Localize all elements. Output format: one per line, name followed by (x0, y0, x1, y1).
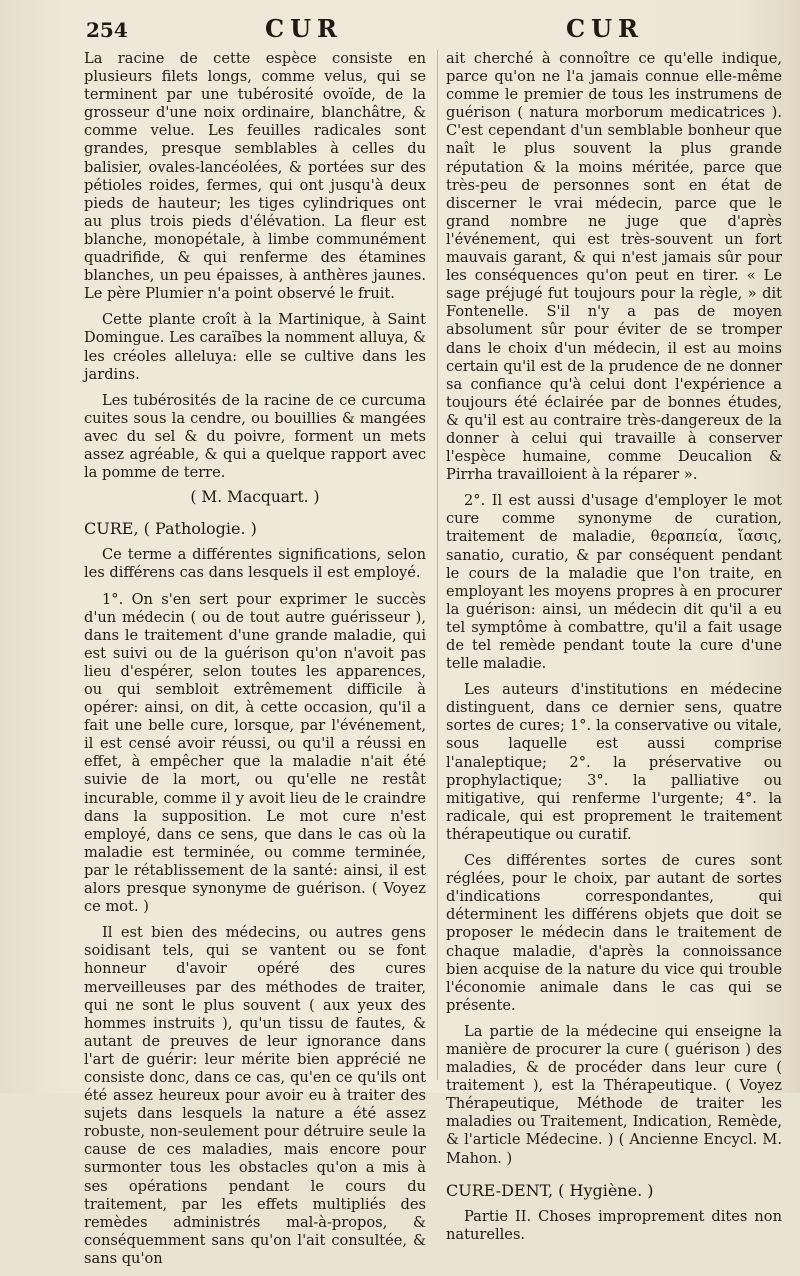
paragraph: Ces différentes sortes de cures sont réglées, pour le choix, par autant de sortes d'indications correspondantes, qui déterminent les différens objets que doit se proposer le médecin dans le traitement de chaque maladie, d'après la connoissance bien acquise de la nature du vice qui trouble l'économie animale dans le cas qui se présente. (446, 852, 782, 1014)
paragraph: La racine de cette espèce consiste en plusieurs filets longs, comme velus, qui se terminent par une tubérosité ovoïde, de la grosseur d'une noix ordinaire, blanchâtre, & comme velue. Les feuilles radicales sont grandes, presque semblables à celles du balisier, ovales-lancéolées, & portées sur des pétioles roides, fermes, qui ont jusqu'à deux pieds de hauteur; les tiges cylindriques ont au plus trois pieds d'élévation. La fleur est blanche, monopétale, à limbe communément quadrifide, & qui renferme des étamines blanches, un peu épaisses, à anthères jaunes. Le père Plumier n'a point observé le fruit. (84, 50, 426, 303)
paragraph: 1°. On s'en sert pour exprimer le succès d'un médecin ( ou de tout autre guérisseur ), dans le traitement d'une grande maladie, qui est suivi ou de la guérison qu'on n'avoit pas lieu d'espérer, selon toutes les apparences, ou qui sembloit extrêmement difficile à opérer: ainsi, on dit, à cette occasion, qu'il a fait une belle cure, lorsque, par l'événement, il est censé avoir réussi, ou qu'il a réussi en effet, à empêcher que la maladie n'ait été suivie de la mort, ou qu'elle ne restât incurable, comme il y avoit lieu de le craindre dans la supposition. Le mot cure n'est employé, dans ce sens, que dans le cas où la maladie est terminée, ou comme terminée, par le rétablissement de la santé: ainsi, il est alors presque synonyme de guérison. ( Voyez ce mot. ) (84, 590, 426, 916)
page-number: 254 (86, 18, 128, 42)
article-heading: CURE, ( Pathologie. ) (84, 519, 257, 539)
article-heading: CURE-DENT, ( Hygiène. ) (446, 1180, 654, 1200)
paragraph: Ce terme a différentes significations, selon les différens cas dans lesquels il est employé. (84, 546, 426, 582)
paragraph: 2°. Il est aussi d'usage d'employer le mot cure comme synonyme de curation, traitement de maladie, θεραπεία, ἴασις, sanatio, curatio, & par conséquent pendant le cours de la maladie que l'on traite, en employant les moyens propres à en procurer la guérison: ainsi, un médecin dit qu'il a eu tel symptôme à combattre, qu'il a fait usage de tel remède pendant toute la cure d'une telle maladie. (446, 492, 782, 673)
header-word-right: CUR (566, 14, 644, 43)
paragraph: Les tubérosités de la racine de ce curcuma cuites sous la cendre, ou bouillies & mangées avec du sel & du poivre, forment un mets assez agréable, & qui a quelque rapport avec la pomme de terre. (84, 391, 426, 482)
paragraph: Les auteurs d'institutions en médecine distinguent, dans ce dernier sens, quatre sortes de cures; 1°. la conservative ou vitale, sous laquelle est aussi comprise l'analeptique; 2°. la préservative ou prophylactique; 3°. la palliative ou mitigative, qui renferme l'urgente; 4°. la radicale, qui est proprement le traitement thérapeutique ou curatif. (446, 681, 782, 843)
column-divider (437, 50, 438, 1080)
author-signature: ( M. Macquart. ) (190, 488, 320, 507)
left-column (84, 50, 426, 1276)
paragraph: Cette plante croît à la Martinique, à Saint Domingue. Les caraïbes la nomment alluya, & les créoles alleluya: elle se cultive dans les jardins. (84, 311, 426, 383)
paragraph: La partie de la médecine qui enseigne la manière de procurer la cure ( guérison ) des maladies, & de procéder dans leur cure ( traitement ), est la Thérapeutique. ( Voyez Thérapeutique, Méthode de traiter les maladies ou Traitement, Indication, Remède, & l'article Médecine. ) ( Ancienne Encycl. M. Mahon. ) (446, 1022, 782, 1167)
paragraph: Il est bien des médecins, ou autres gens soidisant tels, qui se vantent ou se font honneur d'avoir opéré des cures merveilleuses par des méthodes de traiter, qui ne sont le plus souvent ( aux yeux des hommes instruits ), qu'un tissu de fautes, & autant de preuves de leur ignorance dans l'art de guérir: leur mérite bien apprécié ne consiste donc, dans ce cas, qu'en ce qu'ils ont été assez heureux pour avoir eu à traiter des sujets dans lesquels la nature a été assez robuste, non-seulement pour détruire seule la cause de ces maladies, mais encore pour surmonter tous les obstacles qu'on a mis à ses opérations pendant le cours du traitement, par les effets multipliés des remèdes administrés mal-à-propos, & conséquemment sans qu'on l'ait consultée, & sans qu'on (84, 924, 426, 1267)
header-word-left: CUR (265, 14, 343, 43)
paragraph: Partie II. Choses improprement dites non naturelles. (446, 1207, 782, 1243)
paragraph: ait cherché à connoître ce qu'elle indique, parce qu'on ne l'a jamais connue elle-même comme le premier de tous les instrumens de guérison ( natura morborum medicatrices ). C'est cependant d'un semblable bonheur que naît le plus souvent la plus grande réputation & la moins méritée, parce que très-peu de personnes sont en état de discerner le vrai médecin, parce que le grand nombre ne juge que d'après l'événement, qui est très-souvent un fort mauvais garant, & qui n'est jamais sûr pour les conséquences qu'on peut en tirer. « Le sage préjugé fut toujours pour la règle, » dit Fontenelle. S'il n'y a pas de moyen absolument sûr pour éviter de se tromper dans le choix d'un médecin, il est au moins certain qu'il est de la prudence de ne donner sa confiance qu'à celui dont l'expérience a toujours été éclairée par de bonnes études, & qu'il est au contraire très-dangereux de la donner à celui qui travaille à conserver l'espèce humaine, comme Deucalion & Pirrha travailloient à la réparer ». (446, 50, 782, 484)
running-header (0, 14, 800, 44)
right-column (446, 50, 782, 1252)
